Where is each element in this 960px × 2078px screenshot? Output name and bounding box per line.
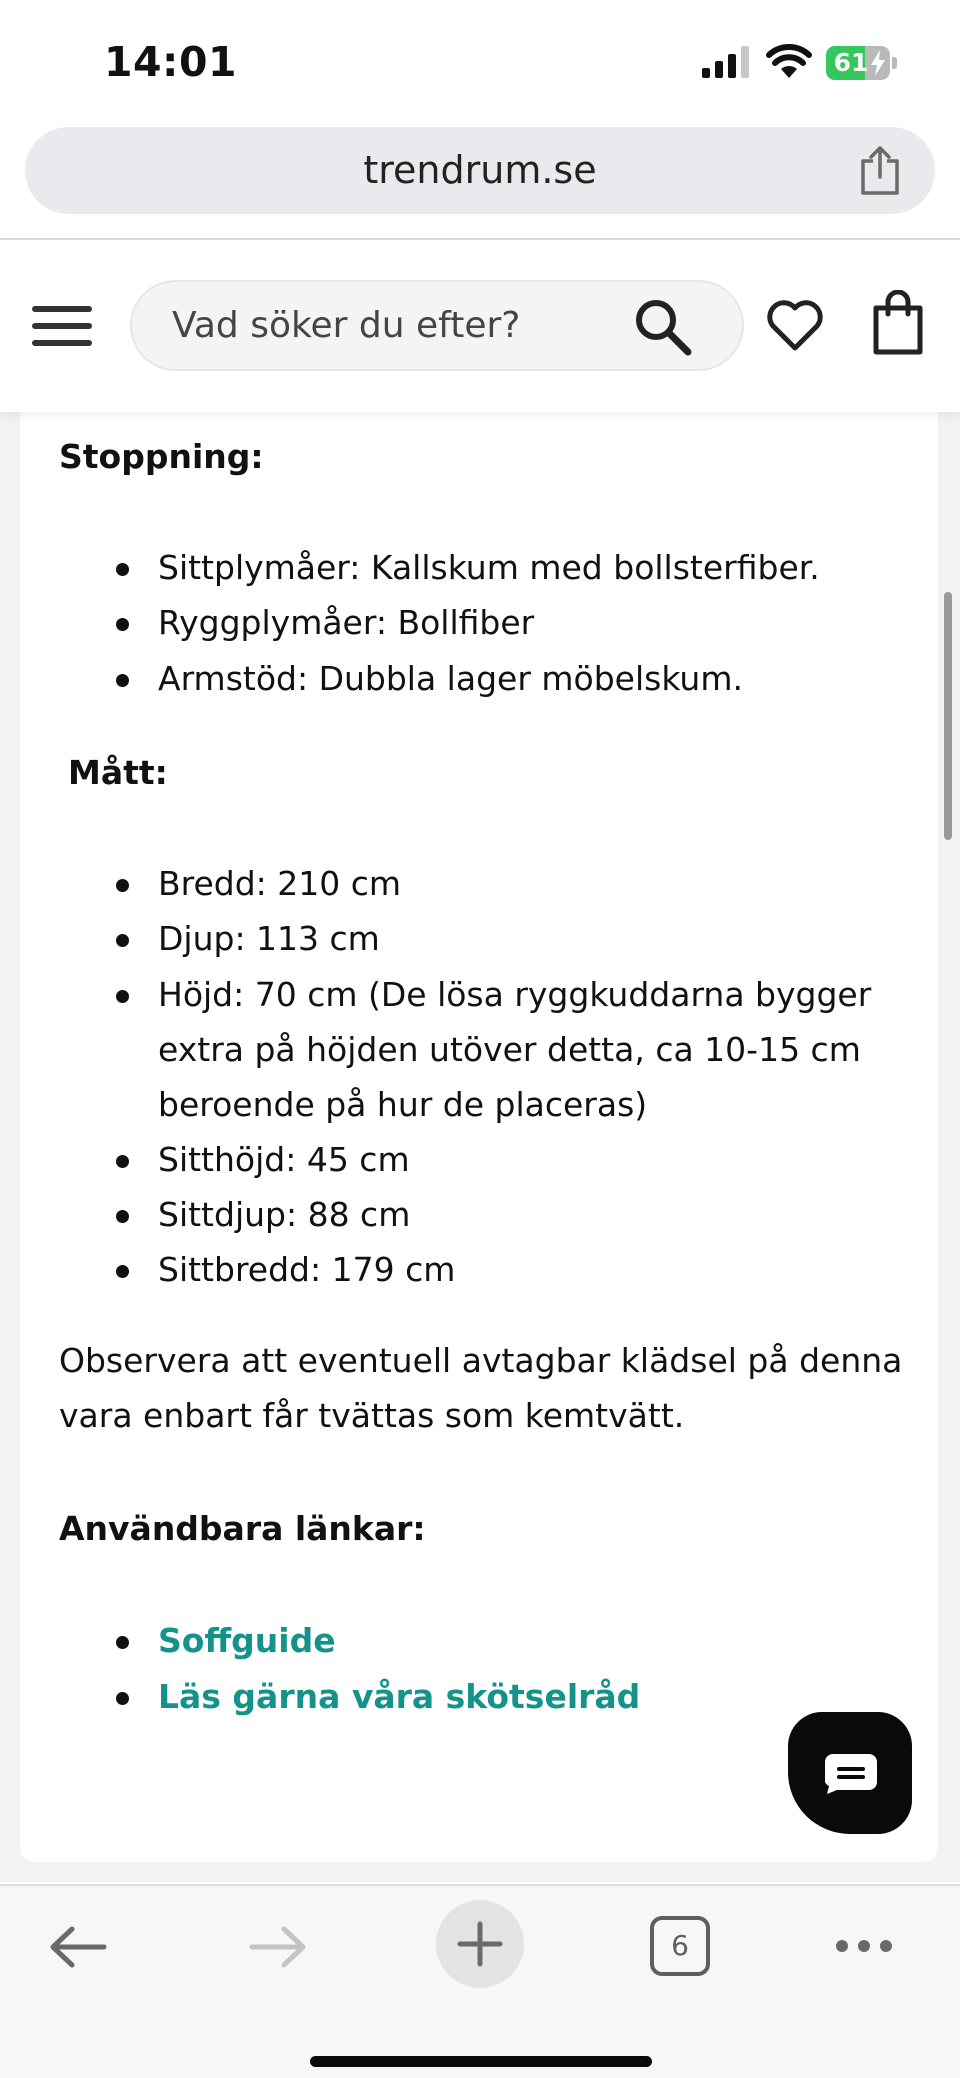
heart-icon[interactable] bbox=[766, 300, 824, 352]
list-item-line: extra på höjden utöver detta, ca 10-15 cm bbox=[158, 1030, 861, 1069]
list-item-line: Höjd: 70 cm (De lösa ryggkuddarna bygger bbox=[158, 975, 872, 1014]
bullet bbox=[116, 1265, 129, 1278]
stoppning-heading: Stoppning: bbox=[59, 437, 264, 476]
address-bar[interactable] bbox=[25, 127, 935, 214]
battery-indicator bbox=[826, 46, 898, 80]
bullet bbox=[116, 1636, 129, 1649]
shopping-bag-icon[interactable] bbox=[870, 290, 926, 356]
battery-body bbox=[826, 46, 890, 80]
links-heading: Användbara länkar: bbox=[59, 1509, 426, 1548]
cellular-signal-icon bbox=[702, 46, 750, 78]
list-item: Sittplymåer: Kallskum med bollsterfiber. bbox=[158, 548, 820, 587]
list-item: Sitthöjd: 45 cm bbox=[158, 1140, 410, 1179]
bullet bbox=[116, 674, 129, 687]
wifi-icon bbox=[766, 44, 812, 78]
back-arrow-icon[interactable] bbox=[48, 1922, 108, 1972]
status-time: 14:01 bbox=[104, 38, 238, 86]
bullet bbox=[116, 618, 129, 631]
matt-heading: Mått: bbox=[68, 753, 168, 792]
bullet bbox=[116, 1692, 129, 1705]
care-note-line: Observera att eventuell avtagbar klädsel på denna bbox=[59, 1341, 903, 1380]
share-icon[interactable] bbox=[855, 145, 905, 197]
bullet bbox=[116, 990, 129, 1003]
new-tab-button[interactable] bbox=[436, 1900, 524, 1988]
chat-bubble-icon bbox=[825, 1754, 877, 1794]
chat-button[interactable] bbox=[788, 1712, 912, 1834]
link-care-advice[interactable]: Läs gärna våra skötselråd bbox=[158, 1677, 641, 1716]
charging-bolt-icon bbox=[870, 50, 886, 76]
link-soffguide[interactable]: Soffguide bbox=[158, 1621, 336, 1660]
bullet bbox=[116, 563, 129, 576]
list-item: Armstöd: Dubbla lager möbelskum. bbox=[158, 659, 743, 698]
list-item: Sittbredd: 179 cm bbox=[158, 1250, 456, 1289]
bullet bbox=[116, 934, 129, 947]
search-box[interactable] bbox=[130, 280, 744, 371]
forward-arrow-icon[interactable] bbox=[248, 1922, 308, 1972]
list-item: Sittdjup: 88 cm bbox=[158, 1195, 411, 1234]
scrollbar[interactable] bbox=[944, 592, 952, 840]
search-icon[interactable] bbox=[632, 296, 694, 358]
tabs-count-button[interactable]: 6 bbox=[650, 1916, 710, 1976]
menu-icon[interactable] bbox=[32, 304, 92, 348]
status-bar bbox=[0, 0, 960, 125]
more-options-icon[interactable] bbox=[834, 1936, 894, 1956]
battery-percent: 61 bbox=[833, 48, 869, 77]
search-input[interactable] bbox=[172, 282, 612, 369]
home-indicator bbox=[310, 2056, 652, 2067]
plus-icon bbox=[456, 1920, 504, 1968]
bullet bbox=[116, 1210, 129, 1223]
list-item: Bredd: 210 cm bbox=[158, 864, 402, 903]
site-header bbox=[0, 240, 960, 412]
battery-cap bbox=[892, 57, 897, 69]
url-text[interactable]: trendrum.se bbox=[363, 148, 597, 192]
browser-toolbar bbox=[0, 1884, 960, 2078]
bullet bbox=[116, 1155, 129, 1168]
list-item: Djup: 113 cm bbox=[158, 919, 380, 958]
bullet bbox=[116, 879, 129, 892]
list-item: Ryggplymåer: Bollfiber bbox=[158, 603, 535, 642]
care-note-line: vara enbart får tvättas som kemtvätt. bbox=[59, 1396, 685, 1435]
list-item-line: beroende på hur de placeras) bbox=[158, 1085, 648, 1124]
